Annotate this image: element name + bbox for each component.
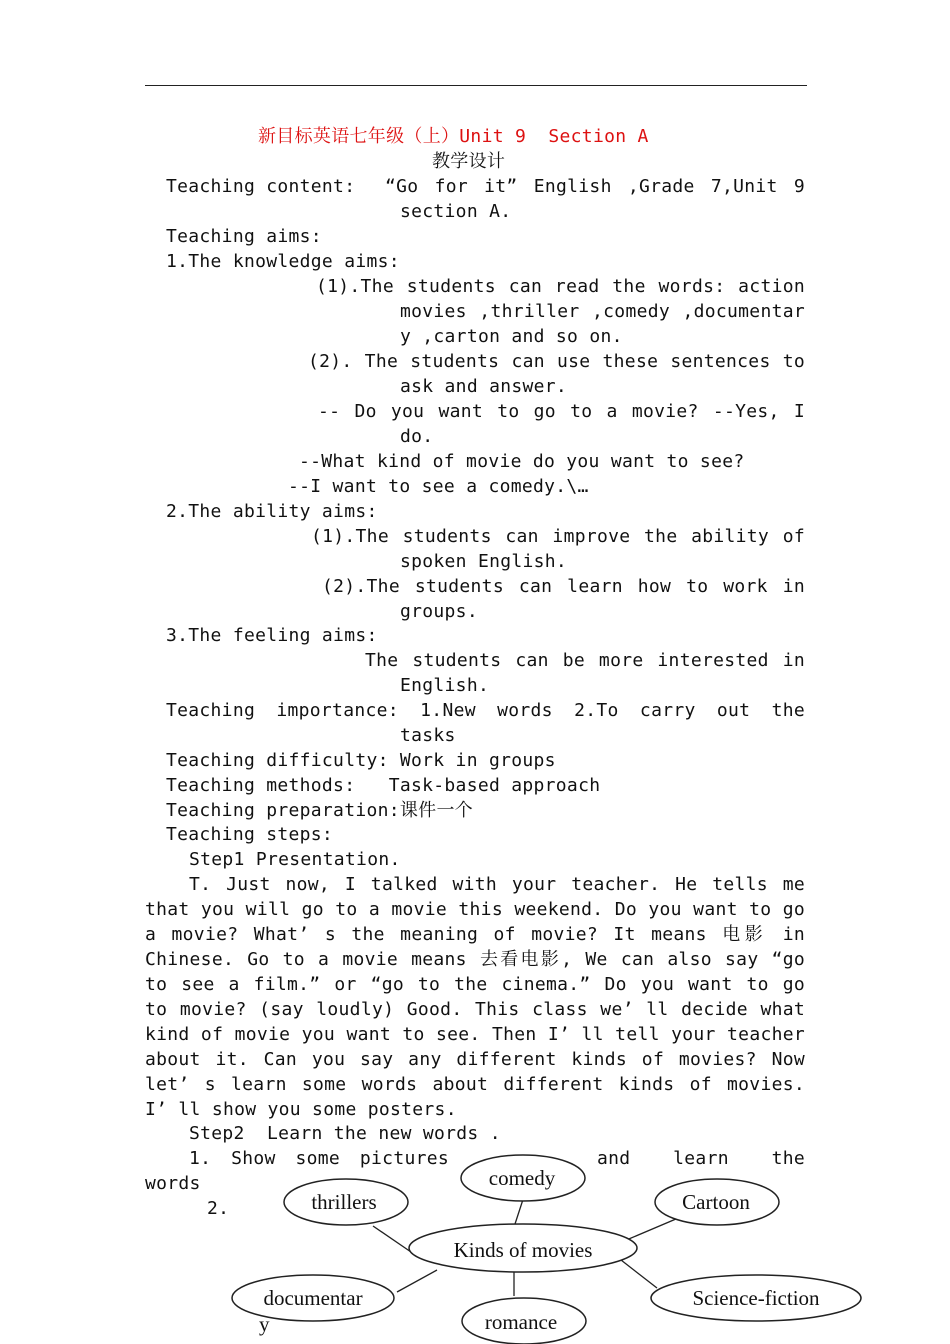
dialogue-line-1-cont: do. [400, 426, 434, 447]
ability-aims-label: 2.The ability aims: [166, 501, 378, 522]
teaching-content-label: Teaching content: [166, 176, 356, 197]
dialogue-line-3: --I want to see a comedy.\… [288, 476, 589, 497]
paragraph-line: Chinese. Go to a movie means 去看电影, We can also say “go [145, 949, 805, 970]
teaching-preparation: Teaching preparation:课件一个 [166, 800, 474, 821]
teaching-importance-cont: tasks [400, 725, 456, 746]
header-rule [145, 85, 807, 86]
connector-documentary [397, 1270, 437, 1292]
ability-aim-2-cont: groups. [400, 601, 478, 622]
paragraph-line: about it. Can you say any different kinds of movies? Now [145, 1049, 805, 1070]
knowledge-aim-2: (2). The students can use these sentences to [308, 351, 805, 372]
paragraph-line: T. Just now, I talked with your teacher. He tells me [189, 874, 805, 895]
label-cartoon: Cartoon [682, 1190, 750, 1214]
learn-words-text: and learn the [597, 1148, 805, 1169]
knowledge-aim-1: (1).The students can read the words: action [316, 276, 805, 297]
label-documentary-cont: y [259, 1312, 270, 1336]
knowledge-aim-1-cont: movies ,thriller ,comedy ,documentar [400, 301, 805, 322]
feeling-aim-1: The students can be more interested in [365, 650, 805, 671]
words-text: words [145, 1173, 201, 1194]
teaching-aims-label: Teaching aims: [166, 226, 322, 247]
teaching-methods: Teaching methods: Task-based approach [166, 775, 601, 796]
paragraph-line: a movie? What’ s the meaning of movie? It means 电影 in [145, 924, 805, 945]
paragraph-line: that you will go to a movie this weekend. Do you want to go [145, 899, 805, 920]
dialogue-line-1: -- Do you want to go to a movie? --Yes, I [318, 401, 805, 422]
knowledge-aim-2-cont: ask and answer. [400, 376, 568, 397]
paragraph-line: let’ s learn some words about different kinds of movies. [145, 1074, 805, 1095]
ability-aim-2: (2).The students can learn how to work in [322, 576, 805, 597]
label-science-fiction: Science-fiction [692, 1286, 820, 1310]
connector-thrillers [373, 1226, 411, 1252]
feeling-aim-1-cont: English. [400, 675, 490, 696]
item-2-number: 2. [207, 1198, 230, 1219]
teaching-content-text: “Go for it” English ,Grade 7,Unit 9 [385, 176, 805, 197]
connector-science-fiction [621, 1260, 657, 1288]
paragraph-line: to see a film.” or “go to the cinema.” Do you want to go [145, 974, 805, 995]
paragraph-line: to movie? (say loudly) Good. This class we’ ll decide what [145, 999, 805, 1020]
teaching-difficulty: Teaching difficulty: Work in groups [166, 750, 556, 771]
movie-types-mind-map [225, 1148, 875, 1344]
label-comedy: comedy [488, 1166, 556, 1190]
feeling-aims-label: 3.The feeling aims: [166, 625, 378, 646]
show-pictures-text: 1. Show some pictures [189, 1148, 449, 1169]
knowledge-aim-1-cont-2: y ,carton and so on. [400, 326, 623, 347]
paragraph-line: kind of movie you want to see. Then I’ ll tell your teacher [145, 1024, 805, 1045]
step1-heading: Step1 Presentation. [189, 849, 401, 870]
label-romance: romance [484, 1310, 558, 1334]
dialogue-line-2: --What kind of movie do you want to see? [299, 451, 745, 472]
step2-heading: Step2 Learn the new words . [189, 1123, 501, 1144]
label-documentary: documentar [263, 1286, 363, 1310]
label-thrillers: thrillers [311, 1190, 377, 1214]
knowledge-aims-label: 1.The knowledge aims: [166, 251, 400, 272]
teaching-content-text-2: section A. [400, 201, 512, 222]
ability-aim-1: (1).The students can improve the ability of [311, 526, 805, 547]
ability-aim-1-cont: spoken English. [400, 551, 568, 572]
label-kinds-of-movies: Kinds of movies [453, 1238, 593, 1262]
paragraph-line: I’ ll show you some posters. [145, 1099, 457, 1120]
document-subtitle: 教学设计 [432, 151, 506, 172]
teaching-steps-label: Teaching steps: [166, 824, 334, 845]
teaching-importance: Teaching importance: 1.New words 2.To carry out the [166, 700, 805, 721]
document-title: 新目标英语七年级（上）Unit 9 Section A [258, 126, 649, 147]
